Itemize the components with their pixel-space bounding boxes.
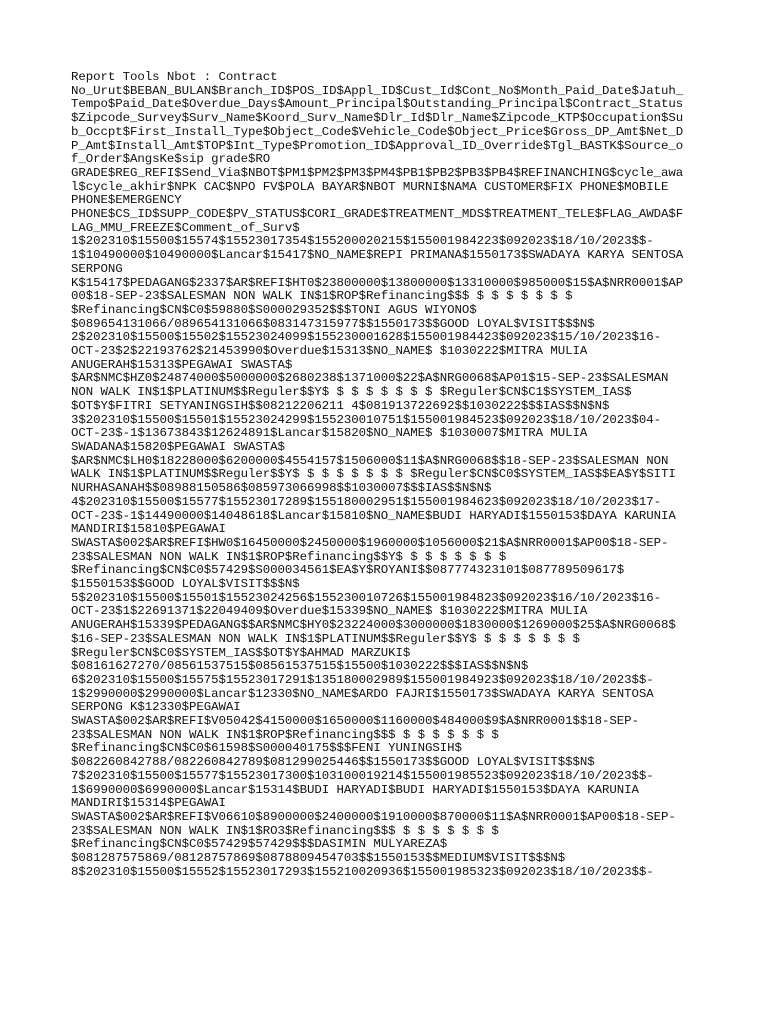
report-text-line: 3$202310$15500$15501$15523024299$155230010751$155001984523$092023$18/10/2023$04- [71, 412, 662, 427]
report-text-line: 00$18-SEP-23$SALESMAN NON WALK IN$1$ROP$Refinancing$$$ $ $ $ $ $ $ $ [71, 289, 573, 304]
report-text-line: P_Amt$Install_Amt$TOP$Int_Type$Promotion_ID$Approval_ID_Override$Tgl_BASTK$Source_o [71, 138, 684, 153]
report-text-line: NON WALK IN$1$PLATINUM$$Reguler$$Y$ $ $ $ $ $ $ $ $Reguler$CN$C1$SYSTEM_IAS$ [71, 385, 632, 400]
report-text-line: $OT$Y$FITRI SETYANINGSIH$$08212206211 4$081913722692$$1030222$$$IAS$$N$N$ [71, 398, 610, 413]
report-text-line: 23$SALESMAN NON WALK IN$1$ROP$Refinancing$$Y$ $ $ $ $ $ $ $ [71, 549, 507, 564]
report-text-line: SWASTA$002$AR$REFI$HW0$16450000$2450000$1960000$1056000$21$A$NRR0001$AP00$18-SEP- [71, 535, 669, 550]
report-text-line: $081287575869/08128757869$0878809454703$$1550153$$MEDIUM$VISIT$$$N$ [71, 851, 566, 866]
report-text-line: $1550153$$GOOD LOYAL$VISIT$$$N$ [71, 577, 300, 592]
report-text-line: f_Order$AngsKe$sip grade$RO [71, 152, 271, 167]
report-text-line: PHONE$EMERGENCY [71, 193, 182, 208]
report-text-line: WALK IN$1$PLATINUM$$Reguler$$Y$ $ $ $ $ $ $ $ $Reguler$CN$C0$SYSTEM_IAS$$EA$Y$SITI [71, 467, 676, 482]
report-text-line: 1$10490000$10490000$Lancar$15417$NO_NAME$REPI PRIMANA$1550173$SWADAYA KARYA SENTOSA [71, 248, 684, 263]
report-text-line: 23$SALESMAN NON WALK IN$1$ROP$Refinancing$$$ $ $ $ $ $ $ $ [71, 727, 499, 742]
report-text-line: $AR$NMC$LH0$18228000$6200000$4554157$1506000$11$A$NRG0068$$18-SEP-23$SALESMAN NON [71, 453, 669, 468]
report-text-line: LAG_MMU_FREEZE$Comment_of_Surv$ [71, 220, 300, 235]
report-text-line: SWASTA$002$AR$REFI$V05042$4150000$1650000$1160000$484000$9$A$NRR0001$$18-SEP- [71, 714, 639, 729]
report-text-line: $089654131066/089654131066$083147315977$$1550173$$GOOD LOYAL$VISIT$$$N$ [71, 316, 595, 331]
report-text-line: $AR$NMC$HZ0$24874000$5000000$2680238$1371000$22$A$NRG0068$AP01$15-SEP-23$SALESMAN [71, 371, 669, 386]
report-text-line: $Refinancing$CN$C0$57429$S000034561$EA$Y$ROYANI$$087774323101$087789509617$ [71, 563, 625, 578]
report-text-line: NURHASANAH$$08988150586$085973066998$$1030007$$$IAS$$N$N$ [71, 481, 492, 496]
report-text-line: No_Urut$BEBAN_BULAN$Branch_ID$POS_ID$Appl_ID$Cust_Id$Cont_No$Month_Paid_Date$Jatuh_ [71, 83, 684, 98]
report-text-line: 5$202310$15500$15501$15523024256$155230010726$155001984823$092023$16/10/2023$16- [71, 590, 662, 605]
report-text-line: $16-SEP-23$SALESMAN NON WALK IN$1$PLATINUM$$Reguler$$Y$ $ $ $ $ $ $ $ [71, 631, 580, 646]
report-text-line: 1$6990000$6990000$Lancar$15314$BUDI HARYADI$BUDI HARYADI$1550153$DAYA KARUNIA [71, 782, 639, 797]
report-text-line: MANDIRI$15314$PEGAWAI [71, 796, 226, 811]
report-text-line: 4$202310$15500$15577$15523017289$155180002951$155001984623$092023$18/10/2023$17- [71, 494, 662, 509]
report-title: Report Tools Nbot : Contract [71, 70, 278, 84]
report-text-line: OCT-23$1$22691371$22049409$Overdue$15339$NO_NAME$ $1030222$MITRA MULIA [71, 604, 588, 619]
report-text-line: GRADE$REG_REFI$Send_Via$NBOT$PM1$PM2$PM3$PM4$PB1$PB2$PB3$PB4$REFINANCHING$cycle_awa [71, 165, 684, 180]
report-text-line: $Refinancing$CN$C0$61598$S000040175$$$FENI YUNINGSIH$ [71, 741, 462, 756]
report-text-line: 1$2990000$2990000$Lancar$12330$NO_NAME$ARDO FAJRI$1550173$SWADAYA KARYA SENTOSA [71, 686, 654, 701]
report-text-line: b_Occpt$First_Install_Type$Object_Code$Vehicle_Code$Object_Price$Gross_DP_Amt$Net_D [71, 124, 684, 139]
report-text-line: Tempo$Paid_Date$Overdue_Days$Amount_Principal$Outstanding_Principal$Contract_Status [71, 97, 684, 112]
report-text-line: 6$202310$15500$15575$15523017291$135180002989$155001984923$092023$18/10/2023$$- [71, 672, 654, 687]
report-text-line: 8$202310$15500$15552$15523017293$155210020936$155001985323$092023$18/10/2023$$- [71, 864, 654, 879]
report-text-line: MANDIRI$15810$PEGAWAI [71, 522, 226, 537]
report-text-line: OCT-23$2$22193762$21453990$Overdue$15313$NO_NAME$ $1030222$MITRA MULIA [71, 344, 588, 359]
report-text-line: SWADANA$15820$PEGAWAI SWASTA$ [71, 439, 285, 454]
report-text-line: 7$202310$15500$15577$15523017300$103100019214$155001985523$092023$18/10/2023$$- [71, 768, 654, 783]
report-text-line: $Zipcode_Survey$Surv_Name$Koord_Surv_Name$Dlr_Id$Dlr_Name$Zipcode_KTP$Occupation$Su [71, 111, 684, 126]
report-text-line: SERPONG K$12330$PEGAWAI [71, 700, 241, 715]
report-text-line: $082260842788/082260842789$081299025446$$1550173$$GOOD LOYAL$VISIT$$$N$ [71, 755, 595, 770]
report-text-line: 1$202310$15500$15574$15523017354$155200020215$155001984223$092023$18/10/2023$$- [71, 234, 654, 249]
report-text-line: SWASTA$002$AR$REFI$V06610$8900000$2400000$1910000$870000$11$A$NRR0001$AP00$18-SEP- [71, 809, 676, 824]
report-text-line: $Reguler$CN$C0$SYSTEM_IAS$$OT$Y$AHMAD MARZUKI$ [71, 645, 411, 660]
report-text-line: PHONE$CS_ID$SUPP_CODE$PV_STATUS$CORI_GRADE$TREATMENT_MDS$TREATMENT_TELE$FLAG_AWDA$F [71, 207, 684, 222]
report-text-line: $Refinancing$CN$C0$57429$57429$$$DASIMIN MULYAREZA$ [71, 837, 448, 852]
report-text-page [71, 71, 711, 879]
report-text-line: OCT-23$-1$13673843$12624891$Lancar$15820$NO_NAME$ $1030007$MITRA MULIA [71, 426, 588, 441]
report-text-line: OCT-23$-1$14490000$14048618$Lancar$15810$NO_NAME$BUDI HARYADI$1550153$DAYA KARUNIA [71, 508, 676, 523]
report-text-line: ANUGERAH$15339$PEDAGANG$$AR$NMC$HY0$23224000$3000000$1830000$1269000$25$A$NRG0068$ [71, 618, 676, 633]
report-text-line: 23$SALESMAN NON WALK IN$1$RO3$Refinancing$$$ $ $ $ $ $ $ $ [71, 823, 499, 838]
report-text-line: ANUGERAH$15313$PEGAWAI SWASTA$ [71, 357, 293, 372]
report-text-line: $Refinancing$CN$C0$59880$S000029352$$$TONI AGUS WIYONO$ [71, 302, 477, 317]
report-text-line: l$cycle_akhir$NPK CAC$NPO FV$POLA BAYAR$NBOT MURNI$NAMA CUSTOMER$FIX PHONE$MOBILE [71, 179, 669, 194]
report-text-line: 2$202310$15500$15502$15523024099$155230001628$155001984423$092023$15/10/2023$16- [71, 330, 662, 345]
report-text-line: SERPONG [71, 261, 123, 276]
report-text-line: $08161627270/08561537515$08561537515$15500$1030222$$$IAS$$N$N$ [71, 659, 529, 674]
report-text-line: K$15417$PEDAGANG$2337$AR$REFI$HT0$23800000$13800000$13310000$985000$15$A$NRR0001$AP [71, 275, 684, 290]
